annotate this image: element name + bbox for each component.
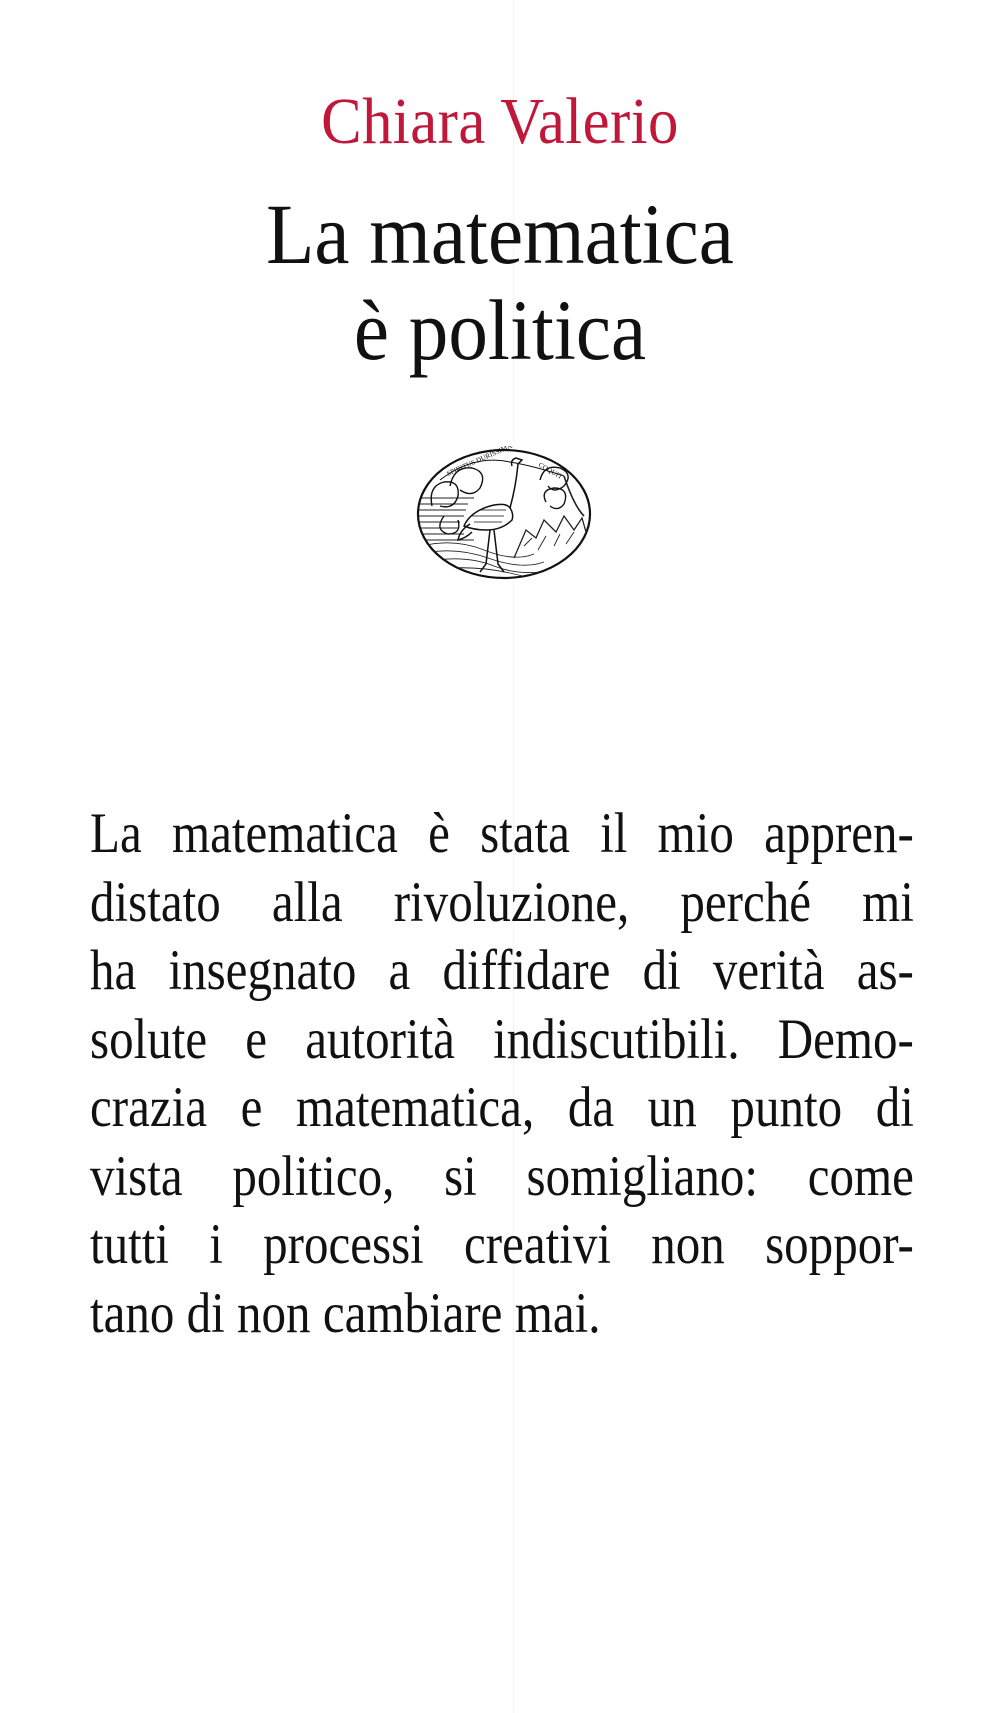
blurb-line: La matematica è stata il mio appren- [90,802,914,865]
blurb-line: solute e autorità indiscutibili. Demo- [90,1007,914,1071]
blurb-paragraph [90,800,914,1348]
book-title-line-1: La matematica [266,186,734,282]
blurb-line: tutti i processi creativi non soppor- [90,1213,914,1276]
book-title-line-2: è politica [353,282,647,378]
author-name: Chiara Valerio [321,85,679,158]
blurb-line-last: tano di non cambiare mai. [90,1281,601,1345]
ostrich-emblem-icon [414,446,594,582]
svg-text:COQUIT: COQUIT [537,460,564,481]
blurb-line: ha insegnato a diffidare di verità as- [90,939,914,1002]
svg-text:SPIRITUS DURISSIMA: SPIRITUS DURISSIMA [445,446,514,478]
blurb-line: crazia e matematica, da un punto di [90,1076,914,1139]
blurb-line: distato alla rivoluzione, perché mi [90,870,914,934]
book-title [40,186,960,378]
blurb-line: vista politico, si somigliano: come [90,1144,914,1208]
